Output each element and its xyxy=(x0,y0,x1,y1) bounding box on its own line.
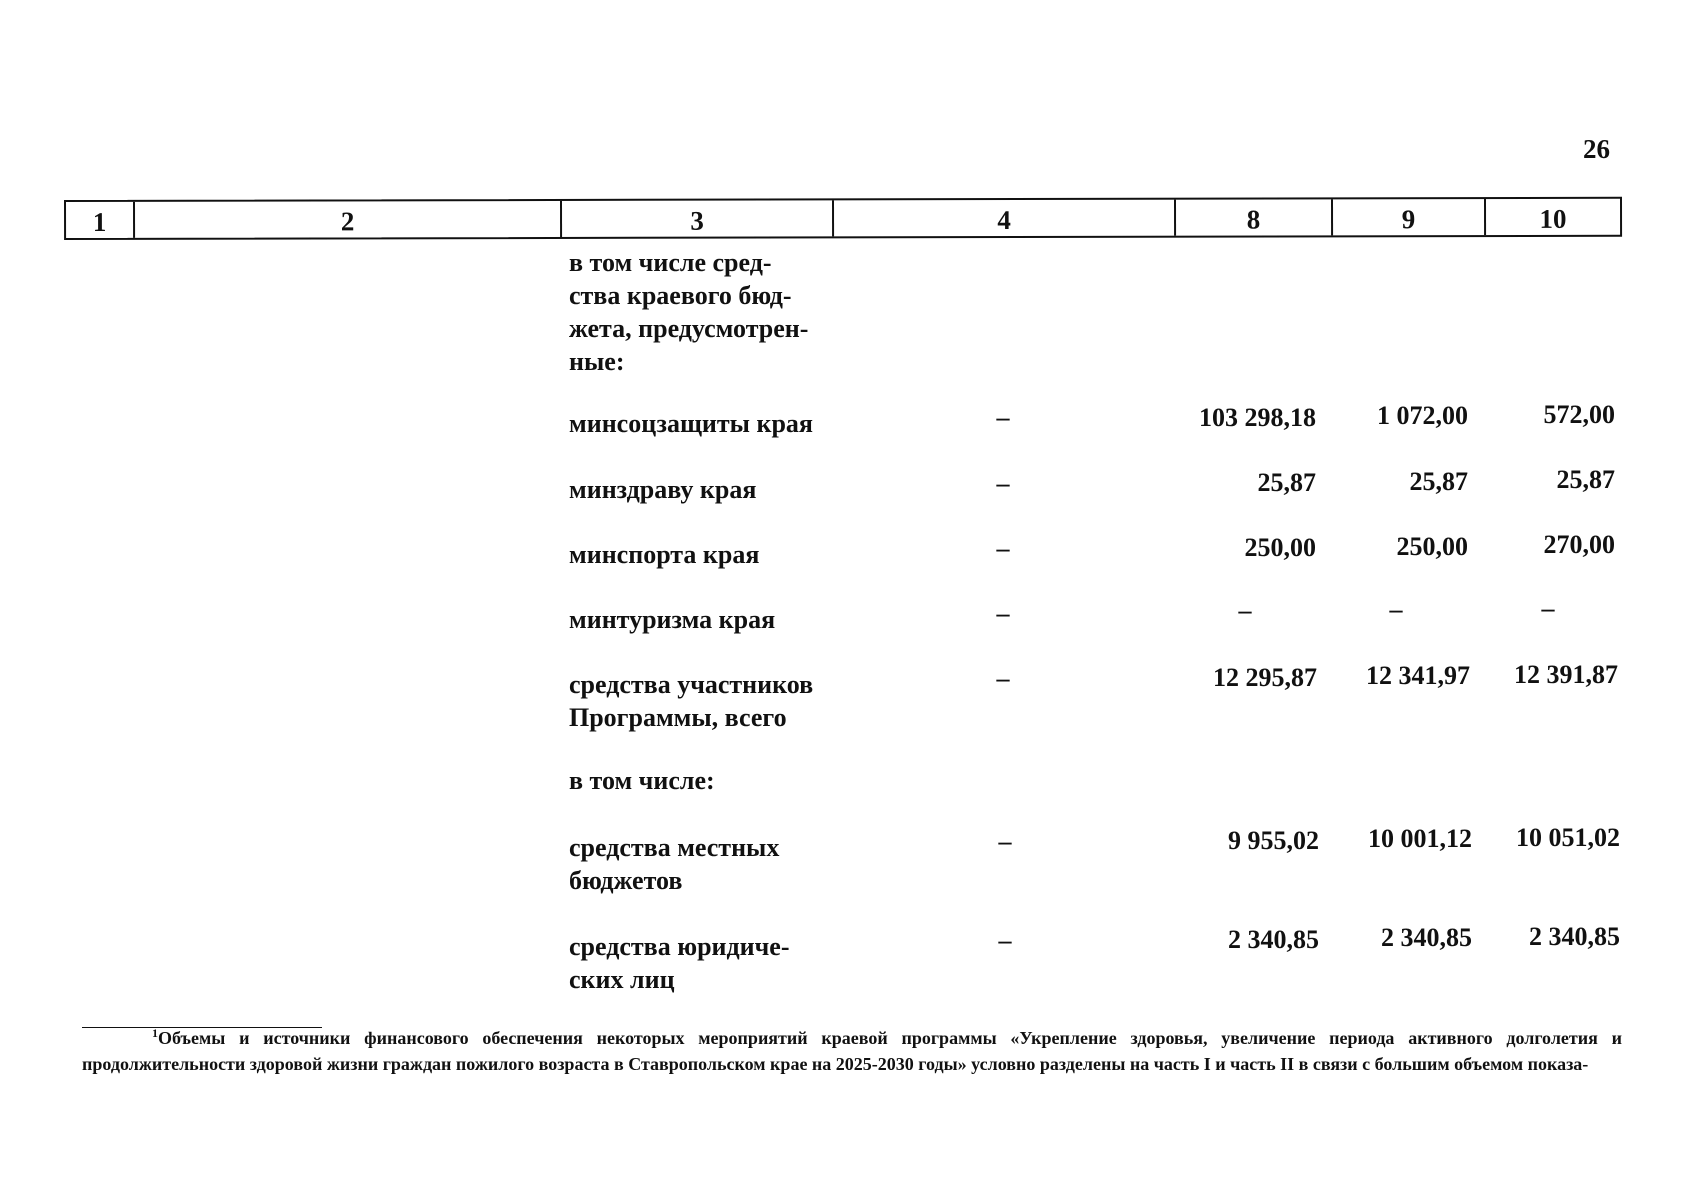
cell-col4: – xyxy=(996,469,1010,498)
cell-col9: 12 341,97 xyxy=(1366,661,1470,690)
label-line: ства краевого бюд- xyxy=(569,281,792,310)
cell-col10: – xyxy=(1541,594,1555,623)
footnote-marker: 1 xyxy=(152,1026,158,1040)
page-number: 26 xyxy=(1583,134,1610,164)
label-line: бюджетов xyxy=(569,866,683,895)
header-col-8: 8 xyxy=(1176,199,1333,235)
row-label-including: в том числе: xyxy=(569,766,715,795)
header-col-1: 1 xyxy=(66,202,135,238)
row-label-minturizma: минтуризма края xyxy=(569,605,776,634)
label-line: средства юридиче- xyxy=(569,932,790,961)
cell-col8: 25,87 xyxy=(1257,468,1316,497)
cell-col10: 572,00 xyxy=(1543,400,1615,429)
cell-col9: 2 340,85 xyxy=(1381,923,1472,952)
header-col-4: 4 xyxy=(834,200,1176,237)
cell-col9: 250,00 xyxy=(1396,532,1468,561)
cell-col8: 9 955,02 xyxy=(1228,826,1319,855)
header-col-10: 10 xyxy=(1539,203,1567,234)
row-label-participants-total xyxy=(569,668,821,734)
row-label-legal-entities xyxy=(569,930,821,996)
footnote-text: Объемы и источники финансового обеспечения некоторых мероприятий краевой программы «Укрепление здоровья, увеличение периода активного долголетия и продолжительности здоровой жизни граждан пожилого возраста в Ставропольском крае на 2025-2030 годы» условно разделены на часть I и часть II в связи с большим объемом показа- xyxy=(82,1028,1622,1074)
label-line: Программы, всего xyxy=(569,703,787,732)
cell-col9: – xyxy=(1389,595,1403,624)
cell-col9: 25,87 xyxy=(1409,467,1468,496)
cell-col8: 250,00 xyxy=(1244,533,1316,562)
cell-col10: 25,87 xyxy=(1556,465,1615,494)
cell-col10: 12 391,87 xyxy=(1514,660,1618,689)
cell-col8: 103 298,18 xyxy=(1199,403,1316,432)
label-line: в том числе сред- xyxy=(569,248,772,277)
cell-col4: – xyxy=(996,534,1010,563)
cell-col8: 2 340,85 xyxy=(1228,925,1319,954)
row-label-minsoczashchity: минсоцзащиты края xyxy=(569,409,813,438)
label-line: жета, предусмотрен- xyxy=(569,314,809,343)
row-label-regional-budget xyxy=(569,246,821,378)
header-col-3: 3 xyxy=(562,200,834,237)
row-label-local-budgets xyxy=(569,831,821,897)
label-line: ских лиц xyxy=(569,965,675,994)
header-col-2: 2 xyxy=(135,201,562,238)
footnote xyxy=(82,1020,1622,1077)
cell-col8: 12 295,87 xyxy=(1213,663,1317,692)
cell-col4: – xyxy=(998,827,1012,856)
cell-col4: – xyxy=(998,926,1012,955)
cell-col4: – xyxy=(996,599,1010,628)
label-line: ные: xyxy=(569,347,625,376)
table-header xyxy=(64,197,1622,240)
cell-col9: 10 001,12 xyxy=(1368,824,1472,853)
header-col-9: 9 xyxy=(1333,199,1486,235)
label-line: средства местных xyxy=(569,833,780,862)
cell-col10: 2 340,85 xyxy=(1529,922,1620,951)
label-line: средства участников xyxy=(569,670,814,699)
cell-col4: – xyxy=(996,664,1010,693)
cell-col4: – xyxy=(996,403,1010,432)
row-label-minzdrav: минздраву края xyxy=(569,475,757,504)
cell-col9: 1 072,00 xyxy=(1377,401,1468,430)
cell-col10: 270,00 xyxy=(1543,530,1615,559)
row-label-minsport: минспорта края xyxy=(569,540,760,569)
cell-col10: 10 051,02 xyxy=(1516,823,1620,852)
cell-col8: – xyxy=(1238,596,1252,625)
